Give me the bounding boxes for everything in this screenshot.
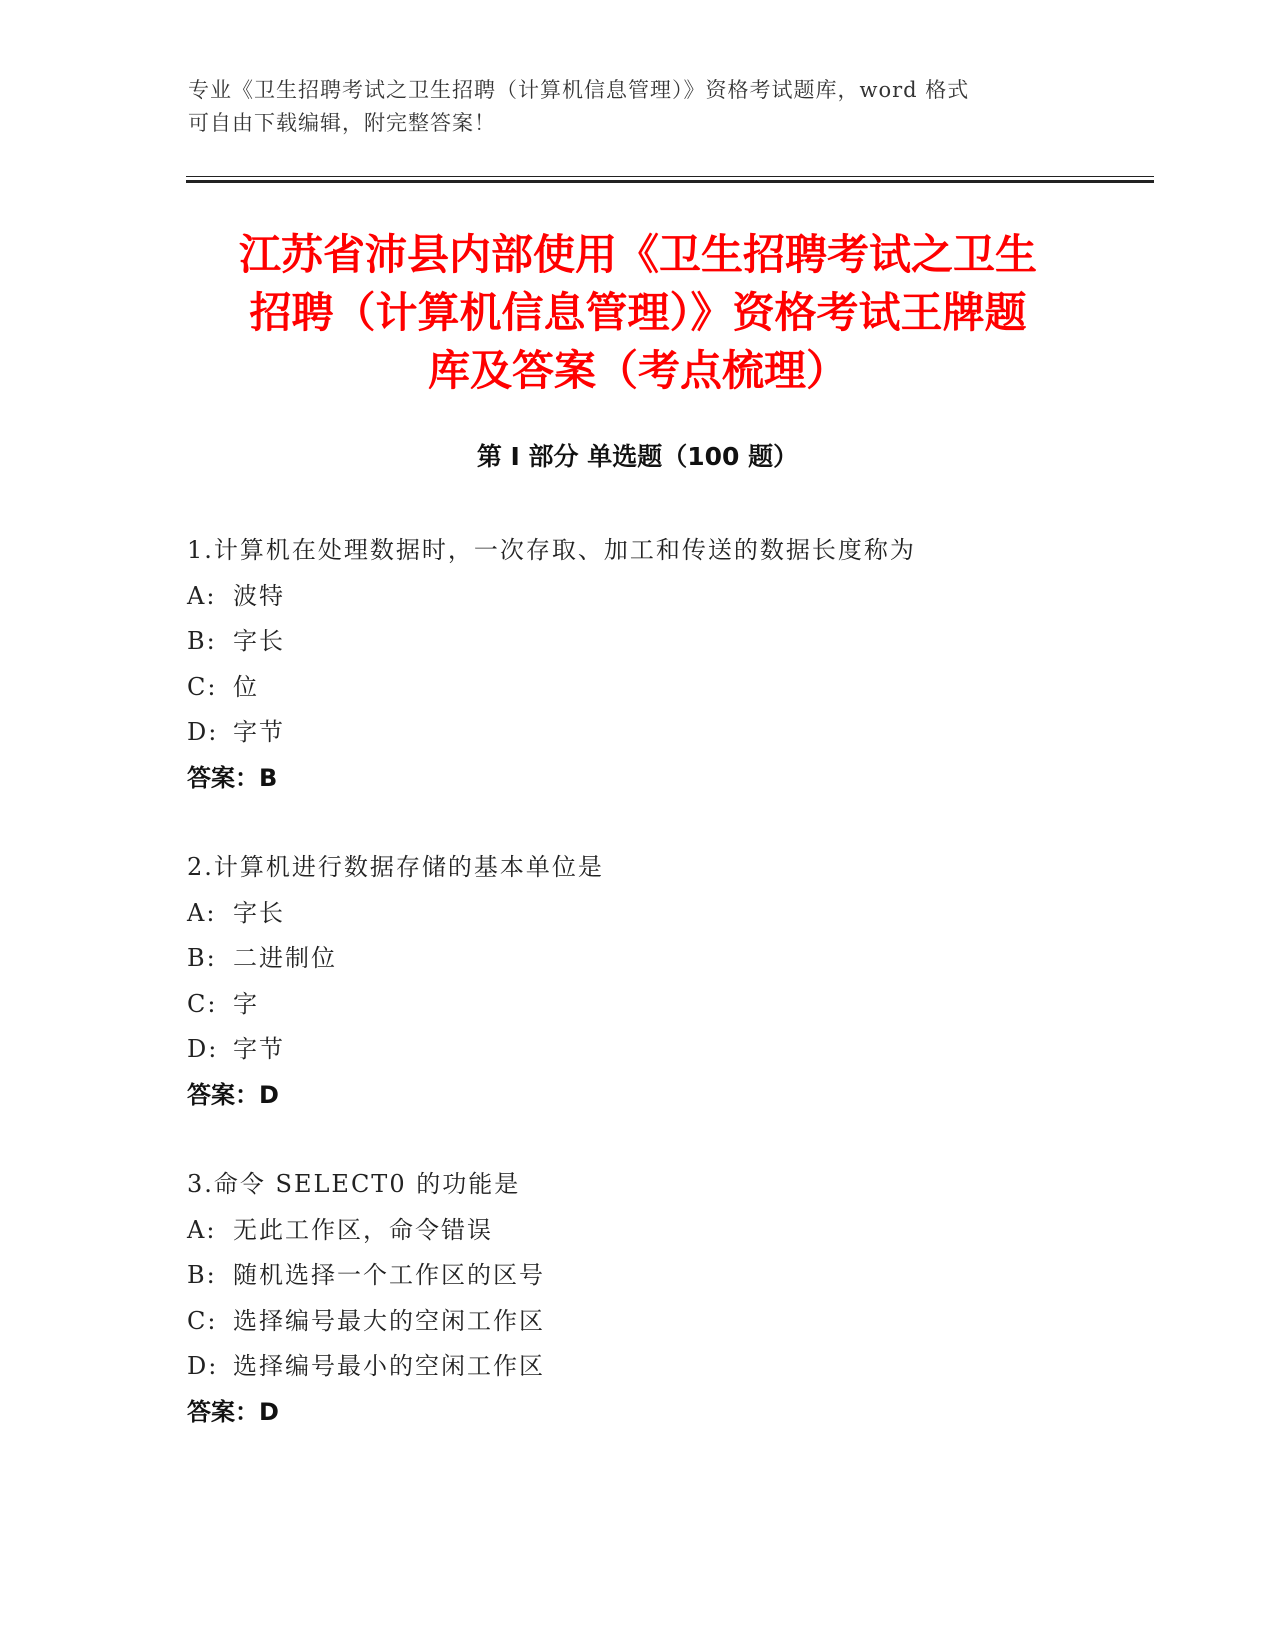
option-letter: C: [187, 1306, 218, 1335]
answer-line: 答案：B [187, 763, 278, 792]
header-note-line-1: 专业《卫生招聘考试之卫生招聘（计算机信息管理）》资格考试题库，word 格式 [188, 78, 970, 102]
answer-line: 答案：D [187, 1397, 279, 1426]
option-a [187, 891, 1107, 937]
option-a [187, 1208, 1107, 1254]
option-letter: A: [187, 898, 217, 927]
option-letter: A: [187, 581, 217, 610]
option-text: 随机选择一个工作区的区号 [233, 1261, 545, 1289]
document-title-line-2: 招聘（计算机信息管理）》资格考试王牌题 [249, 288, 1027, 337]
question-stem: 1.计算机在处理数据时，一次存取、加工和传送的数据长度称为 [187, 536, 916, 564]
option-letter: D: [187, 718, 219, 746]
option-text: 字节 [233, 1035, 285, 1063]
option-text: 位 [233, 672, 259, 701]
option-text: 字长 [233, 627, 285, 655]
option-text: 字节 [233, 718, 285, 746]
option-text: 选择编号最大的空闲工作区 [233, 1306, 545, 1335]
option-text: 字 [233, 989, 259, 1018]
option-letter: B: [187, 944, 217, 972]
option-d [187, 1027, 1107, 1073]
option-d [187, 710, 1107, 756]
document-title [188, 226, 1088, 400]
option-a [187, 574, 1107, 620]
option-d [187, 1344, 1107, 1390]
option-letter: A: [187, 1215, 217, 1244]
document-title-line-1: 江苏省沛县内部使用《卫生招聘考试之卫生 [238, 230, 1037, 279]
question-item [187, 845, 1107, 1118]
question-item [187, 528, 1107, 801]
option-letter: C: [187, 989, 218, 1018]
header-rule-thin [186, 176, 1154, 177]
option-b [187, 619, 1107, 665]
header-note [188, 74, 1088, 140]
option-c [187, 665, 1107, 711]
option-c [187, 982, 1107, 1028]
question-list [187, 528, 1107, 1479]
header-rule-thick [186, 180, 1154, 183]
option-text: 无此工作区，命令错误 [233, 1215, 493, 1244]
option-text: 选择编号最小的空闲工作区 [233, 1352, 545, 1380]
question-stem: 2.计算机进行数据存储的基本单位是 [187, 853, 604, 881]
answer-line: 答案：D [187, 1080, 279, 1109]
option-letter: B: [187, 1261, 217, 1289]
option-text: 二进制位 [233, 944, 337, 972]
document-title-line-3: 库及答案（考点梳理） [427, 346, 848, 395]
header-note-line-2: 可自由下载编辑，附完整答案！ [188, 111, 496, 135]
option-text: 波特 [233, 581, 285, 610]
option-c [187, 1299, 1107, 1345]
option-letter: C: [187, 672, 218, 701]
question-item [187, 1162, 1107, 1435]
option-letter: B: [187, 627, 217, 655]
option-letter: D: [187, 1352, 219, 1380]
section-title: 第 I 部分 单选题（100 题） [476, 442, 799, 471]
question-stem: 3.命令 SELECT0 的功能是 [187, 1170, 521, 1198]
option-text: 字长 [233, 898, 285, 927]
option-b [187, 1253, 1107, 1299]
option-letter: D: [187, 1035, 219, 1063]
option-b [187, 936, 1107, 982]
